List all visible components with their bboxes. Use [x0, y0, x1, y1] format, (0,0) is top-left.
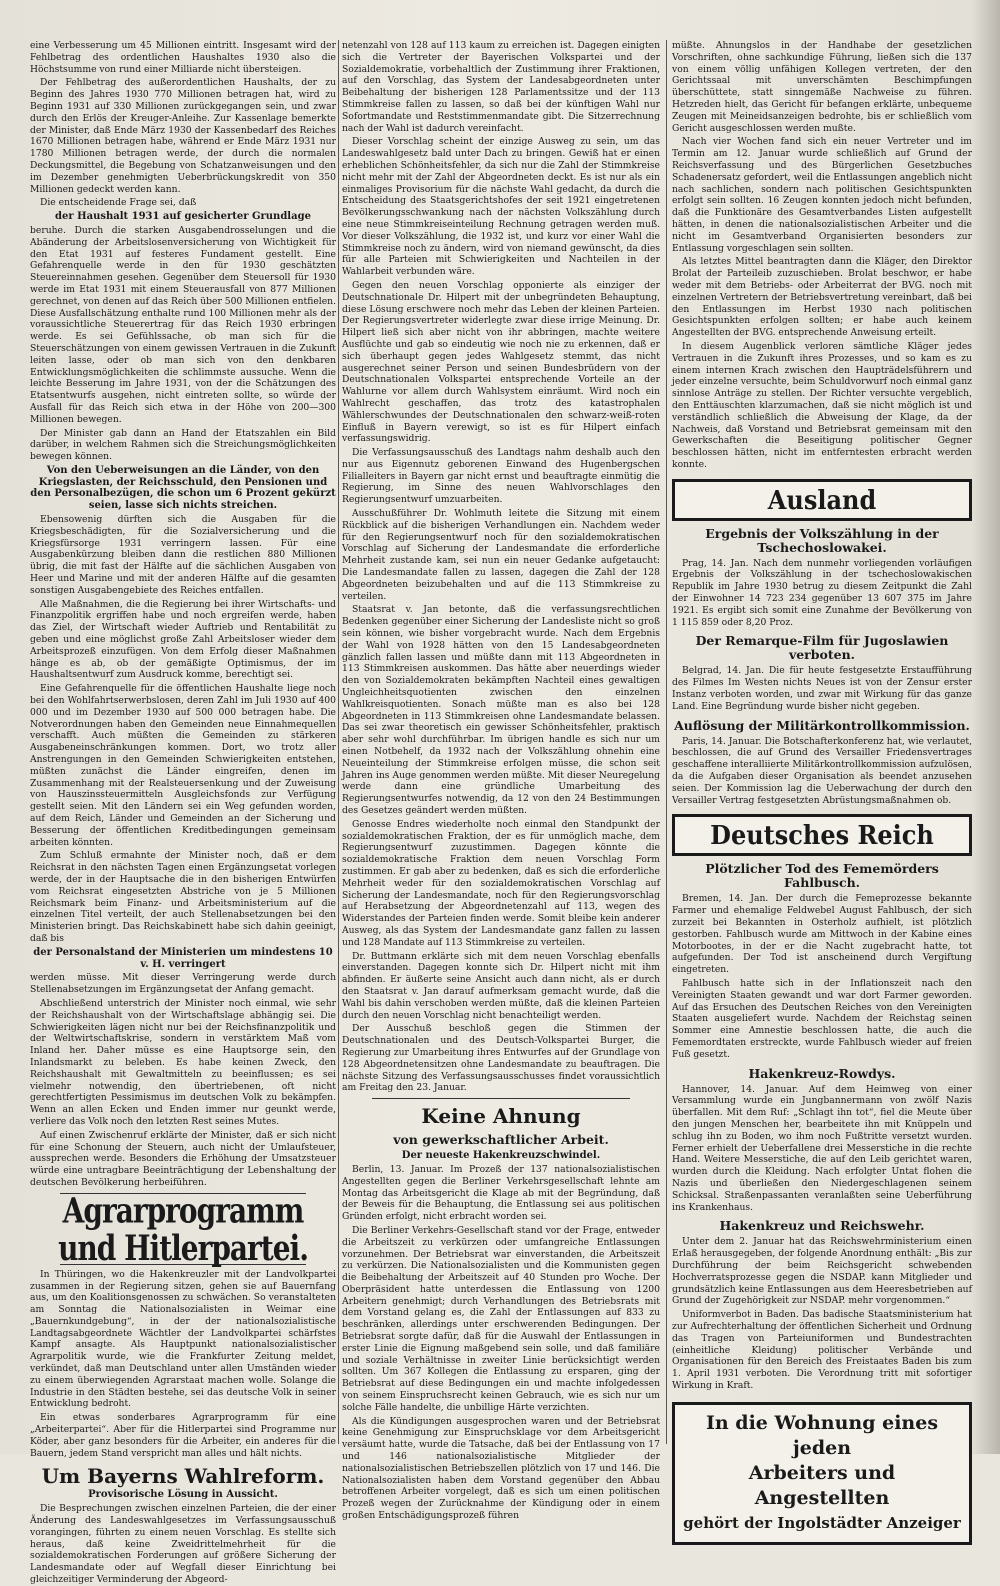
- headline-militaerkontrolle: Auflösung der Militärkontrollkommission.: [674, 717, 970, 733]
- paragraph: Der Minister gab dann an Hand der Etatszahlen ein Bild darüber, in welchem Rahmen sich die Streichungsmöglichkeiten bewegen können.: [30, 427, 336, 463]
- subheading: Provisorische Lösung in Aussicht.: [88, 1489, 278, 1501]
- paragraph: Dieser Vorschlag scheint der einzige Ausweg zu sein, um das Landeswahlgesetz bald unter Dach zu bringen. Gewiß hat er einen erheblichen Schönheitsfehler, da sich nur die Zahl der Stimmkreise nicht mehr mit der Zahl der Abgeordneten deckt. Es ist nur als ein einmaliges Provisorium für die nächste Wahl gedacht, da durch die Entscheidung des Staatsgerichtshofes der seit 1921 eingetretenen Bevölkerungsschwankung nach der nächsten Volkszählung durch eine neue Stimmkreiseinteilung Rechnung getragen werden muß. Vor dieser Volkszählung, die 1932 ist, und kurz vor einer Wahl die Stimmkreise noch zu ändern, wird von niemand gewünscht, da dies für alle Parteien mit Schwierigkeiten und Nachteilen in der Wahlarbeit verbunden wäre.: [342, 136, 660, 278]
- column-rule: [666, 40, 667, 1444]
- paragraph: Paris, 14. Januar. Die Botschafterkonferenz hat, wie verlautet, beschlossen, die auf Grund des Versailler Friedensvertrages geschaffene interalliierte Militärkontrollkommission aufzulösen, da die Aufgaben dieser Organisation als beendet anzusehen seien. Der Kommission lag die Ueberwachung der durch den Versailler Vertrag festgesetzten Abrüstungsmaßnahmen ob.: [672, 735, 972, 806]
- paragraph: In diesem Augenblick verloren sämtliche Kläger jedes Vertrauen in die Zukunft ihres Prozesses, und so kam es zu einem internen Krach zwischen den Haupträdelsführern und jeder einzelne versuchte, beim Schuldvorwurf noch einmal ganz sinnlose Anträge zu stellen. Der Richter versuchte vergeblich, den Enttäuschten klarzumachen, daß sie nicht möglich ist und verständlich schließlich die Abweisung der Klage, da der Nachweis, daß Vorstand und Betriebsrat gemeinsam mit den Gewerkschaften die Beseitigung politischer Gegner beschlossen hätten, nicht im entferntesten erbracht werden konnte.: [672, 340, 972, 470]
- headline-agrarprogramm: Agrarprogramm und Hitlerpartei.: [58, 1189, 308, 1269]
- headline-wahlreform: Um Bayerns Wahlreform.: [41, 1464, 325, 1489]
- paragraph: eine Verbesserung um 45 Millionen eintritt. Insgesamt wird der Fehlbetrag des ordentlichen Haushaltes 1930 also die Höchstsumme von rund einer Milliarde nicht übersteigen.: [30, 40, 336, 75]
- paragraph: Der Ausschuß beschloß gegen die Stimmen der Deutschnationalen und des Deutsch-Volkspartei Burger, die Regierung zur Umarbeitung ihres Entwurfes auf der Grundlage von 128 Abgeordnetensitzen ohne Landesmandate zu beauftragen. Die nächste Sitzung des Verfassungsausschusses findet voraussichtlich am Freitag den 23. Januar.: [342, 1023, 660, 1094]
- paragraph: Gegen den neuen Vorschlag opponierte als einziger der Deutschnationale Dr. Hilpert mit der unbegründeten Behauptung, diese Lösung erschwere noch mehr das Leben der kleinen Parteien. Der Regierungsvertreter widerlegte zwar diese irrige Meinung. Dr. Hilpert ließ sich aber nicht von ihr abbringen, machte weitere Ausflüchte und gab so eindeutig wie noch nie zu erkennen, daß er sich überhaupt gegen jedes Wahlgesetz stemmt, das nicht ausgerechnet seiner Person und seinen Bundesbrüdern von der Deutschnationalen Volkspartei entsprechende Vorteile an der Wahlurne vor allem durch Wahlsystem einräumt. Wird noch ein Wahlrecht geschaffen, das trotz des katastrophalen Wählerschwundes der Deutschnationalen den schwarz-weiß-roten Einfluß in Bayern verewigt, so ist es für Hilpert einfach verfassungswidrig.: [342, 279, 660, 445]
- section-box-ausland: [672, 479, 972, 521]
- paragraph: Bremen, 14. Jan. Der durch die Femeprozesse bekannte Farmer und ehemalige Feldwebel August Fahlbusch, der sich zurzeit bei Bekannten in Osterholz aufhielt, ist plötzlich gestorben. Fahlbusch wurde am Mittwoch in der Kabine eines Motorbootes, in der er die Nacht zugebracht hatte, tot aufgefunden. Der Tod ist anscheinend durch Vergiftung eingetreten.: [672, 893, 972, 976]
- paragraph: beruhe. Durch die starken Ausgabendrosselungen und die Abänderung der Arbeitslosenversicherung von Wichtigkeit für den Etat 1931 auf festeres Fundament gestellt. Eine Gefahrenquelle werde in den für 1930 geschätzten Steuereinnahmen gesehen. Gegenüber dem Steuersoll für 1930 werde im Etat 1931 mit einem Steuerausfall von 877 Millionen gerechnet, von denen auf das Reich über 500 Millionen entfielen. Diese Ausfallschätzung enthalte rund 100 Millionen mehr als der voraussichtliche Steuerertrag für das Reich 1930 erbringen werde. Es sei Gefühlssache, ob man sich für die Steuerschätzungen von einem gewissen Vertrauen in die Zukunft leiten lasse, oder ob man sich von den denkbaren Entwicklungsmöglichkeiten die schlimmste aussuche. Wenn die leichte Besserung im Jahre 1931, von der die Schätzungen des Etatsentwurfs ausgehen, nicht eintreten sollte, so würde der Ausfall für das Reich sich etwa in der Höhe von 200—300 Millionen bewegen.: [30, 224, 336, 425]
- subheading: der Personalstand der Ministerien um mindestens 10 v. H. verringert: [33, 946, 333, 970]
- paragraph: Prag, 14. Jan. Nach dem nunmehr vorliegenden vorläufigen Ergebnis der Volkszählung in der tschechoslowakischen Republik im Jahre 1930 betrug zu diesem Zeitpunkt die Zahl der Einwohner 14 723 234 gegenüber 13 607 375 im Jahre 1921. Es ergibt sich somit eine Zunahme der Bevölkerung von 1 115 859 oder 8,20 Proz.: [672, 557, 972, 628]
- column-1: [30, 40, 336, 1586]
- subheading: der Haushalt 1931 auf gesicherter Grundlage: [55, 211, 311, 223]
- paragraph: Genosse Endres wiederholte noch einmal den Standpunkt der sozialdemokratischen Fraktion, der es für unmöglich mache, dem Regierungsentwurf zuzustimmen. Dagegen könnte die sozialdemokratische Fraktion dem neuen Vorschlag Form zustimmen. Er gab aber zu bedenken, daß es sich die erforderliche Mehrheit weder für den sozialdemokratischen Vorschlag auf Sicherung der Landesmandate, noch für den Regierungsvorschlag auf Herabsetzung der Abgeordnetenzahl auf 113, wegen des Widerstandes der Parteien finden werde. Somit bleibe kein anderer Ausweg, als das System der Landesmandate ganz fallen zu lassen und 128 Mandate auf 113 Stimmkreise zu verteilen.: [342, 818, 660, 948]
- paragraph: Alle Maßnahmen, die die Regierung bei ihrer Wirtschafts- und Finanzpolitik ergriffen habe und noch ergreifen werde, haben das Ziel, der Wirtschaft wieder Auftrieb und Rentabilität zu geben und eine möglichst große Zahl Arbeitsloser wieder dem Arbeitsprozeß einzufügen. Von dem Erfolg dieser Maßnahmen hänge es ab, ob der gemäßigte Optimismus, der im Haushaltsentwurf zum Ausdruck komme, berechtigt sei.: [30, 598, 336, 681]
- paragraph: Die Besprechungen zwischen einzelnen Parteien, die der einer Änderung des Landeswahlgesetzes im Verfassungsausschuß vorangingen, führten zu einem neuen Vorschlag. Es stellte sich heraus, daß keine Zweidrittelmehrheit für die sozialdemokratischen Forderungen auf größere Sicherung der Landesmandate oder auf Wegfall dieser Einrichtung bei gleichzeitiger Verminderung der Abgeord-: [30, 1503, 336, 1586]
- subheading: Der neueste Hakenkreuzschwindel.: [401, 1150, 601, 1162]
- paragraph: Eine Gefahrenquelle für die öffentlichen Haushalte liege noch bei den Wohlfahrtserwerbslosen, deren Zahl im Juli 1930 auf 400 000 und im Dezember 1930 auf 500 000 betragen habe. Die Notverordnungen haben den Gemeinden neue Einnahmequellen verschafft. Auch müßten die Gemeinden zu stärkeren Ausgabeneinschränkungen kommen. Dort, wo trotz aller Anstrengungen in den Gemeinden Schwierigkeiten entstehen, müßten zunächst die Länder eingreifen, denen im Zusammenhang mit der Realsteuersenkung und der Zuweisung von Hauszinssteuermitteln Ausgleichsfonds zur Verfügung gestellt seien. Mit den Ländern sei ein Weg gefunden worden, auf dem Reich, Länder und Gemeinden an der Sicherung und Besserung der öffentlichen Kreditbedingungen gemeinsam arbeiten könnten.: [30, 683, 336, 848]
- column-2: [342, 40, 660, 1522]
- headline-keine-ahnung-2: von gewerkschaftlicher Arbeit.: [393, 1132, 609, 1148]
- paragraph: Die Verfassungsausschuß des Landtags nahm deshalb auch den nur aus Eigennutz geborenen Einwand des Hugenbergschen Filialleiters in Bayern gar nicht ernst und beauftragte einmütig die Regierung, im Sinne des neuen Wahlvorschlages den Regierungsentwurf umzuarbeiten.: [342, 447, 660, 506]
- ad-line: Arbeiters und Angestellten: [748, 1461, 896, 1509]
- paragraph: Auf einen Zwischenruf erklärte der Minister, daß er sich nicht für eine Schonung der Steuern, auch nicht der Umlaufsteuer, aussprechen werde. Besonders die Erhöhung der Umsatzsteuer würde eine untragbare Beeinträchtigung der Lebenshaltung der deutschen Bevölkerung herbeiführen.: [30, 1129, 336, 1188]
- divider: [372, 1098, 630, 1099]
- headline-volkszaehlung: Ergebnis der Volkszählung in der Tschechoslowakei.: [705, 525, 939, 555]
- paragraph: Ein etwas sonderbares Agrarprogramm für eine „Arbeiterpartei“. Aber für die Hitlerpartei sind Programme nur Köder, aber ganz besonders für die Arbeiter, ein anderes für die Bauern, jedem Stand verspricht man alles und hält nichts.: [30, 1412, 336, 1459]
- headline-fahlbusch: Plötzlicher Tod des Fememörders Fahlbusch.: [705, 861, 939, 891]
- paragraph: In Thüringen, wo die Hakenkreuzler mit der Landvolkpartei zusammen in der Regierung sitzen, gehen sie auf Bauernfang aus, um den Koalitionsgenossen zu schwächen. So veranstalteten am Sonntag die Nationalsozialisten in Weimar eine „Bauernkundgebung“, in der der nationalsozialistische Landtagsabgeordnete Wächtler der Landvolkpartei schärfstes Kampf ansagte. Als Hauptpunkt nationalsozialistischer Agrarpolitik wurde, wie die Frankfurter Zeitung meldet, verkündet, daß man Deutschland unter allen Umständen wieder zu einem überwiegenden Agrarstaat machen wolle. Solange die Industrie in den Städten bestehe, sei das deutsche Volk in seiner Entwicklung bedroht.: [30, 1268, 336, 1410]
- section-title: Deutsches Reich: [710, 818, 934, 851]
- paragraph: Hannover, 14. Januar. Auf dem Heimweg von einer Versammlung wurde ein Jungbannermann von zwölf Nazis überfallen. Mit dem Ruf: „Schlagt ihn tot“, fiel die Meute über den jungen Menschen her, bearbeitete ihn mit Knüppeln und schlug ihn zu Boden, wo ihm noch Fußtritte versetzt wurden. Ferner erhielt der Ueberfallene drei Messerstiche in die rechte Hand. Weitere Messerstiche, die auf den Leib gerichtet waren, wurden durch die Kleidung. Nach erfolgter Untat flohen die Nazis und überließen den Niedergeschlagenen seinem Schicksal. Straßenpassanten veranlaßten seine Ueberführung ins Krankenhaus.: [672, 1083, 972, 1213]
- paragraph: müßte. Ahnungslos in der Handhabe der gesetzlichen Vorschriften, ohne sachkundige Führung, ließen sich die 137 von einem völlig unfähigen Kollegen vertreten, der den Gerichtssaal mit unverschämten Beschimpfungen überschüttete, statt sinngemäße Nachweise zu führen. Hetzreden hielt, das Gericht für befangen erklärte, unbequeme Zeugen mit Meineidsanzeigen bedrohte, bis er schließlich vom Gericht ausgeschlossen werden mußte.: [672, 40, 972, 134]
- paragraph: Als die Kündigungen ausgesprochen waren und der Betriebsrat keine Genehmigung zur Einspruchsklage vor dem Arbeitsgericht versäumt hatte, wurde die Tatsache, daß bei der Entlassung von 17 und 146 nationalsozialistische Mitglieder der nationalsozialistischen Betriebszellen plötzlich von 17 und 146. Die Nationalsozialisten haben dem Vorstand gegenüber den Abbau betroffenen Arbeiter vorgelegt, daß es sich um einen politischen Prozeß wegen der Zurücknahme der Kündigung oder in einem großen Entschädigungsprozeß führen: [342, 1415, 660, 1522]
- ad-line: gehört der Ingolstädter Anzeiger: [683, 1513, 961, 1532]
- paragraph: Die Berliner Verkehrs-Gesellschaft stand vor der Frage, entweder die Arbeitszeit zu verkürzen oder umfangreiche Entlassungen vorzunehmen. Der Betriebsrat war einverstanden, die Arbeitszeit zu verkürzen. Die Nationalsozialisten und die Kommunisten gegen die Beibehaltung der Arbeitszeit auf 40 Stunden pro Woche. Der Oberpräsident hatte unterdessen die Entlassung von 1200 Arbeitern genehmigt; durch Verhandlungen des Betriebsrats mit dem Vorstand gelang es, die Zahl der Entlassungen auf 833 zu beschränken, allerdings unter erschwerenden Bedingungen. Der Betriebsrat sorgte dafür, daß für die Auswahl der Entlassungen in erster Linie die Eignung maßgebend sein solle, und daß familiäre und soziale Verhältnisse in zweiter Linie berücksichtigt werden sollten. Um 367 Kollegen die Entlassung zu ersparen, ging der Betriebsrat auf diese Bedingungen ein und machte infolgedessen von seinem Einspruchsrecht keinen Gebrauch, wie es sich nur um solche Fälle handelte, die unbillige Härte verzichten.: [342, 1224, 660, 1413]
- paragraph: Uniformverbot in Baden. Das badische Staatsministerium hat zur Aufrechterhaltung der öffentlichen Sicherheit und Ordnung das Tragen von Parteiuniformen und Bundestrachten (einheitliche Kleidung) politischer Verbände und Organisationen für den Bereich des Freistaates Baden bis zum 1. April 1931 verboten. Die Verordnung tritt mit sofortiger Wirkung in Kraft.: [672, 1309, 972, 1391]
- subheading: Von den Ueberweisungen an die Länder, von den Kriegslasten, der Reichsschuld, den Pensionen und den Personalbezügen, die schon um 6 Prozent gekürzt seien, lasse sich nichts streichen.: [30, 464, 336, 512]
- paragraph: werden müsse. Mit dieser Verringerung werde durch Stellenabsetzungen im Ergänzungsetat der Anfang gemacht.: [30, 972, 336, 996]
- paragraph: Belgrad, 14. Jan. Die für heute festgesetzte Erstaufführung des Filmes Im Westen nichts Neues ist von der Zensur erster Instanz verboten worden, und zwar mit Wirkung für das ganze Land. Eine Begründung wurde bisher nicht gegeben.: [672, 665, 972, 712]
- paragraph: Dr. Buttmann erklärte sich mit dem neuen Vorschlag ebenfalls einverstanden. Dagegen konnte sich Dr. Hilpert nicht mit ihm abfinden. Er äußerte seine Ansicht auch dann nicht, als er durch den Staatsrat v. Jan darauf aufmerksam gemacht wurde, daß die Wahl bis dahin verschoben werden müßte, daß die kleinen Parteien durch den neuen Vorschlag nicht benachteiligt werden.: [342, 950, 660, 1021]
- paragraph: Abschließend unterstrich der Minister noch einmal, wie sehr der Reichshaushalt von der Wirtschaftslage abhängig sei. Die Schwierigkeiten lägen nicht nur bei der Reichsfinanzpolitik und der Weltwirtschaftskrise, sondern in verstärktem Maß vom Inland her. Daher müsse es eine Hauptsorge sein, den Inlandsmarkt zu beleben. Es habe keinen Zweck, den Reichshaushalt mit Gewaltmitteln zu beeinflussen; es sei vielmehr notwendig, den übertriebenen, oft nicht gerechtfertigten Pessimismus im deutschen Volk zu bekämpfen. Wenn an allen Ecken und Enden immer nur geunkt werde, verliere das Volk noch den letzten Rest seines Mutes.: [30, 997, 336, 1127]
- paragraph: Ebensowenig dürften sich die Ausgaben für die Kriegsbeschädigten, für die Sozialversicherung und die Kriegsfürsorge 1931 verringern lassen. Für eine Ausgabenkürzung bleiben dann die restlichen 880 Millionen übrig, die mit fast der Hälfte auf die sächlichen Ausgaben von Heer und Marine und mit der anderen Hälfte auf die gesamten sonstigen Ausgabengebiete des Reiches entfallen.: [30, 514, 336, 596]
- paragraph: Staatsrat v. Jan betonte, daß die verfassungsrechtlichen Bedenken gegenüber einer Sicherung der Landesliste nicht so groß sein können, wie bisher vorgebracht wurde. Nach dem Ergebnis der Wahl von 1928 hätten von den 15 Landesabgeordneten gänzlich fallen lassen und müßte dann mit 113 Abgeordneten in 113 Stimmkreisen auskommen. Das hätte aber neuerdings wieder den von Sozialdemokraten bekämpften Nachteil eines gewaltigen Ungleichheitsquotienten zwischen den einzelnen Wahlkreisquotienten. Sonach müßte man es also bei 128 Abgeordneten in 113 Stimmkreisen ohne Landesmandate belassen. Das sei zwar theoretisch ein gewisser Schönheitsfehler, praktisch aber sehr wohl durchführbar. Im übrigen handle es sich nur um einen Notbehelf, da 1932 nach der Volkszählung ohnehin eine Neueinteilung der Stimmkreise erfolgen müsse, die schon seit Jahren ins Auge genommen werden müßte. Mit dieser Neuregelung werde dann eine gründliche Umarbeitung des Regierungsentwurfes notwendig, da 12 von den 24 Bestimmungen des Gesetzes geändert werden müßten.: [342, 604, 660, 816]
- column-3: [672, 40, 972, 1532]
- advertisement-box: [672, 1402, 972, 1545]
- headline-reichswehr: Hakenkreuz und Reichswehr.: [719, 1218, 925, 1234]
- paragraph: Fahlbusch hatte sich in der Inflationszeit nach den Vereinigten Staaten gewandt und war dort Farmer geworden. Auf das Ersuchen des Deutschen Reiches von den Vereinigten Staaten ausgeliefert wurde. Nachdem der Reichstag seinen Sommer eine Amnestie beschlossen hatte, die auch die Fememordtaten erstreckte, wurde Fahlbusch wieder auf freien Fuß gesetzt.: [672, 978, 972, 1060]
- paragraph: Der Fehlbetrag des außerordentlichen Haushalts, der zu Beginn des Jahres 1930 770 Millionen betragen hat, wird zu Beginn 1931 auf 330 Millionen zurückgegangen sein, und zwar durch den Erlös der Kreuger-Anleihe. Zur Kassenlage bemerkte der Minister, daß Ende März 1930 der Kassenbedarf des Reiches 1670 Millionen betragen habe, während er Ende März 1931 nur 1780 Millionen betragen werde, der durch die normalen Deckungsmittel, die Begebung von Schatzanweisungen und den im Dezember genehmigten Ueberbrückungskredit von 350 Millionen gedeckt werden kann.: [30, 77, 336, 195]
- paragraph: Berlin, 13. Januar. Im Prozeß der 137 nationalsozialistischen Angestellten gegen die Berliner Verkehrsgesellschaft lehnte am Montag das Arbeitsgericht die Klage ab mit der Begründung, daß der Beweis für die Behauptung, die Entlassung sei aus politischen Gründen erfolgt, nicht erbracht worden sei.: [342, 1163, 660, 1223]
- headline-remarque: Der Remarque-Film für Jugoslawien verboten.: [695, 633, 949, 663]
- page-edge-shadow: [972, 0, 1000, 1454]
- paragraph: Die entscheidende Frage sei, daß: [40, 197, 197, 209]
- section-title: Ausland: [767, 483, 877, 516]
- paragraph: Unter dem 2. Januar hat das Reichswehrministerium einen Erlaß herausgegeben, der folgende Anordnung enthält: „Bis zur Durchführung der beim Reichsgericht schwebenden Hochverratsprozesse gegen die NSDAP. kann Mitglieder und grundsätzlich keine Entlassungen aus dem Heeresbetrieben auf Grund der Zugehörigkeit zur NSDAP. mehr vorgenommen.“: [672, 1236, 972, 1307]
- paragraph: Als letztes Mittel beantragten dann die Kläger, den Direktor Brolat der Parteileib zuzuschieben. Brolat beschwor, er habe weder mit dem Betriebs- oder Arbeiterrat der BVG. noch mit einzelnen Vertretern der Betriebsvertretung vereinbart, daß bei den Entlassungen im Herbst 1930 nach politischen Gesichtspunkten erfolgen sollten; er habe auch keinem Angestellten der BVG. entsprechende Anweisung erteilt.: [672, 256, 972, 339]
- paragraph: Zum Schluß ermahnte der Minister noch, daß er dem Reichsrat in den nächsten Tagen einen Ergänzungsetat vorlegen werde, der in der Hauptsache die in den bisherigen Entwürfen vom Reichsrat eingesetzten Abstriche von je 5 Millionen Reichsmark beim Finanz- und Arbeitsministerium auf die einzelnen Titel verteilt, der auch Stellenabsetzungen bei den Ministerien bringt. Das Reichskabinett habe sich dahin geeinigt, daß bis: [30, 850, 336, 944]
- ad-line: In die Wohnung eines jeden: [705, 1411, 939, 1459]
- paragraph: Ausschußführer Dr. Wohlmuth leitete die Sitzung mit einem Rückblick auf die bisherigen Verhandlungen ein. Nachdem weder für den Regierungsentwurf noch für den sozialdemokratischen Vorschlag auf Sicherung der Landesmandate die erforderliche Mehrheit zustande kam, sei nun ein neuer Gedanke aufgetaucht: Die Landesmandate fallen zu lassen, dagegen die Zahl der 128 Abgeordneten beizubehalten und auf die 113 Stimmkreise zu verteilen.: [342, 508, 660, 602]
- section-box-deutsches-reich: [672, 814, 972, 856]
- column-rule: [338, 40, 339, 1444]
- paragraph: netenzahl von 128 auf 113 kaum zu erreichen ist. Dagegen einigten sich die Vertreter der Bayerischen Volkspartei und der Sozialdemokratie, vorbehaltlich der Zustimmung ihrer Fraktionen, auf den Vorschlag, das System der Landesabgeordneten unter Beibehaltung der bisherigen 128 Parlamentssitze und der 113 Stimmkreise fallen zu lassen, so daß bei der künftigen Wahl nur Sofortmandate und Reststimmenmandate gibt. Die Sitzerrechnung nach der Wahl ist dadurch vereinfacht.: [342, 40, 660, 134]
- paragraph: Nach vier Wochen fand sich ein neuer Vertreter und im Termin am 12. Januar wurde schließlich auf Grund der Reichsverfassung und des Bürgerlichen Gesetzbuches Schadenersatz gefordert, weil die Entlassungen angeblich nicht nach sachlichen, sondern nach politischen Gesichtspunkten erfolgt sein sollten. 16 Zeugen konnten jedoch nicht befunden, daß die Funktionäre des Gesamtverbandes Listen aufgestellt hätten, in denen die nationalsozialistischen Arbeiter und die nicht im Gesamtverband Organisierten besonders zur Entlassung vorgeschlagen sein sollten.: [672, 136, 972, 254]
- headline-keine-ahnung: Keine Ahnung: [421, 1104, 581, 1129]
- headline-rowdys: Hakenkreuz-Rowdys.: [748, 1065, 896, 1081]
